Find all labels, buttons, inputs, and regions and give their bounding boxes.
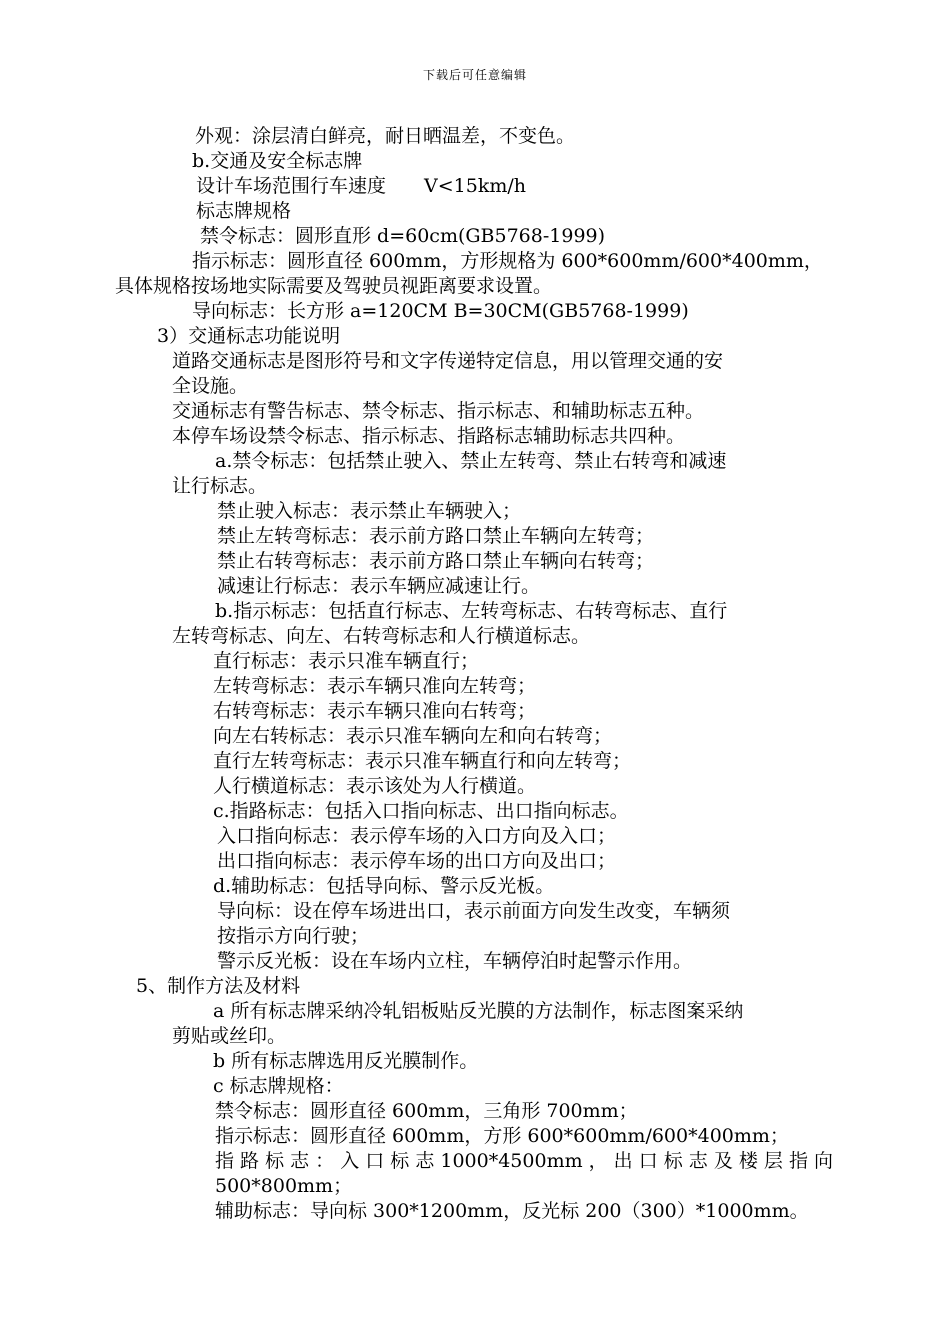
text-line: 向左右转标志：表示只准车辆向左和向右转弯；: [213, 725, 613, 747]
text-line: 入口指向标志：表示停车场的入口方向及入口；: [217, 825, 617, 847]
text-line: 指示标志：圆形直径 600mm，方形 600*600mm/600*400mm；: [215, 1125, 789, 1147]
text-line: b 所有标志牌选用反光膜制作。: [213, 1050, 479, 1072]
text-line: 本停车场设禁令标志、指示标志、指路标志辅助标志共四种。: [172, 425, 686, 447]
text-line: 左转弯标志、向左、右转弯标志和人行横道标志。: [172, 625, 591, 647]
text-line: c.指路标志：包括入口指向标志、出口指向标志。: [213, 800, 629, 822]
text-line: a.禁令标志：包括禁止驶入、禁止左转弯、禁止右转弯和减速: [215, 450, 727, 472]
text-line: 禁止左转弯标志：表示前方路口禁止车辆向左转弯；: [217, 525, 655, 547]
text-line: 右转弯标志：表示车辆只准向右转弯；: [213, 700, 537, 722]
text-line: 全设施。: [172, 375, 249, 397]
text-line: 直行标志：表示只准车辆直行；: [213, 650, 480, 672]
text-line: 标志牌规格: [196, 200, 292, 222]
text-line: 出口指向标志：表示停车场的出口方向及出口；: [217, 850, 617, 872]
text-line: 减速让行标志：表示车辆应减速让行。: [217, 575, 541, 597]
text-line: 按指示方向行驶；: [217, 925, 370, 947]
text-line: b.交通及安全标志牌: [192, 150, 363, 172]
text-line: 导向标：设在停车场进出口，表示前面方向发生改变，车辆须: [217, 900, 731, 922]
page-header: 下载后可任意编辑: [422, 68, 527, 82]
text-line: 让行标志。: [172, 475, 268, 497]
text-line: 左转弯标志：表示车辆只准向左转弯；: [213, 675, 537, 697]
text-line: 警示反光板：设在车场内立柱，车辆停泊时起警示作用。: [217, 950, 693, 972]
text-line: 禁止右转弯标志：表示前方路口禁止车辆向右转弯；: [217, 550, 655, 572]
text-line: 人行横道标志：表示该处为人行横道。: [213, 775, 537, 797]
text-line: d.辅助标志：包括导向标、警示反光板。: [213, 875, 555, 897]
section-heading: 5、制作方法及材料: [136, 975, 301, 997]
section-heading: 3）交通标志功能说明: [157, 325, 341, 347]
text-line: 禁止驶入标志：表示禁止车辆驶入；: [217, 500, 522, 522]
text-line: 设计车场范围行车速度 V<15km/h: [196, 175, 526, 197]
text-line: 道路交通标志是图形符号和文字传递特定信息，用以管理交通的安: [172, 350, 724, 372]
text-line: 导向标志：长方形 a=120CM B=30CM(GB5768-1999): [192, 300, 689, 322]
text-line: 外观：涂层清白鲜亮，耐日晒温差，不变色。: [195, 125, 576, 147]
text-line: 具体规格按场地实际需要及驾驶员视距离要求设置。: [115, 275, 553, 297]
text-line: 剪贴或丝印。: [172, 1025, 287, 1047]
text-line: 指 路 标 志 ： 入 口 标 志 1000*4500mm ， 出 口 标 志 及 楼 层 指 向: [215, 1150, 833, 1172]
text-line: 禁令标志：圆形直形 d=60cm(GB5768-1999): [200, 225, 606, 247]
text-line: 交通标志有警告标志、禁令标志、指示标志、和辅助标志五种。: [172, 400, 705, 422]
text-line: 禁令标志：圆形直径 600mm，三角形 700mm；: [215, 1100, 638, 1122]
text-line: b.指示标志：包括直行标志、左转弯标志、右转弯标志、直行: [215, 600, 728, 622]
text-line: 500*800mm；: [215, 1175, 353, 1197]
text-line: 直行左转弯标志：表示只准车辆直行和向左转弯；: [213, 750, 632, 772]
text-line: a 所有标志牌采纳冷轧铝板贴反光膜的方法制作，标志图案采纳: [213, 1000, 744, 1022]
text-line: c 标志牌规格：: [213, 1075, 344, 1097]
text-line: 辅助标志：导向标 300*1200mm，反光标 200（300）*1000mm。: [215, 1200, 809, 1222]
text-line: 指示标志：圆形直径 600mm，方形规格为 600*600mm/600*400mm，: [192, 250, 823, 272]
